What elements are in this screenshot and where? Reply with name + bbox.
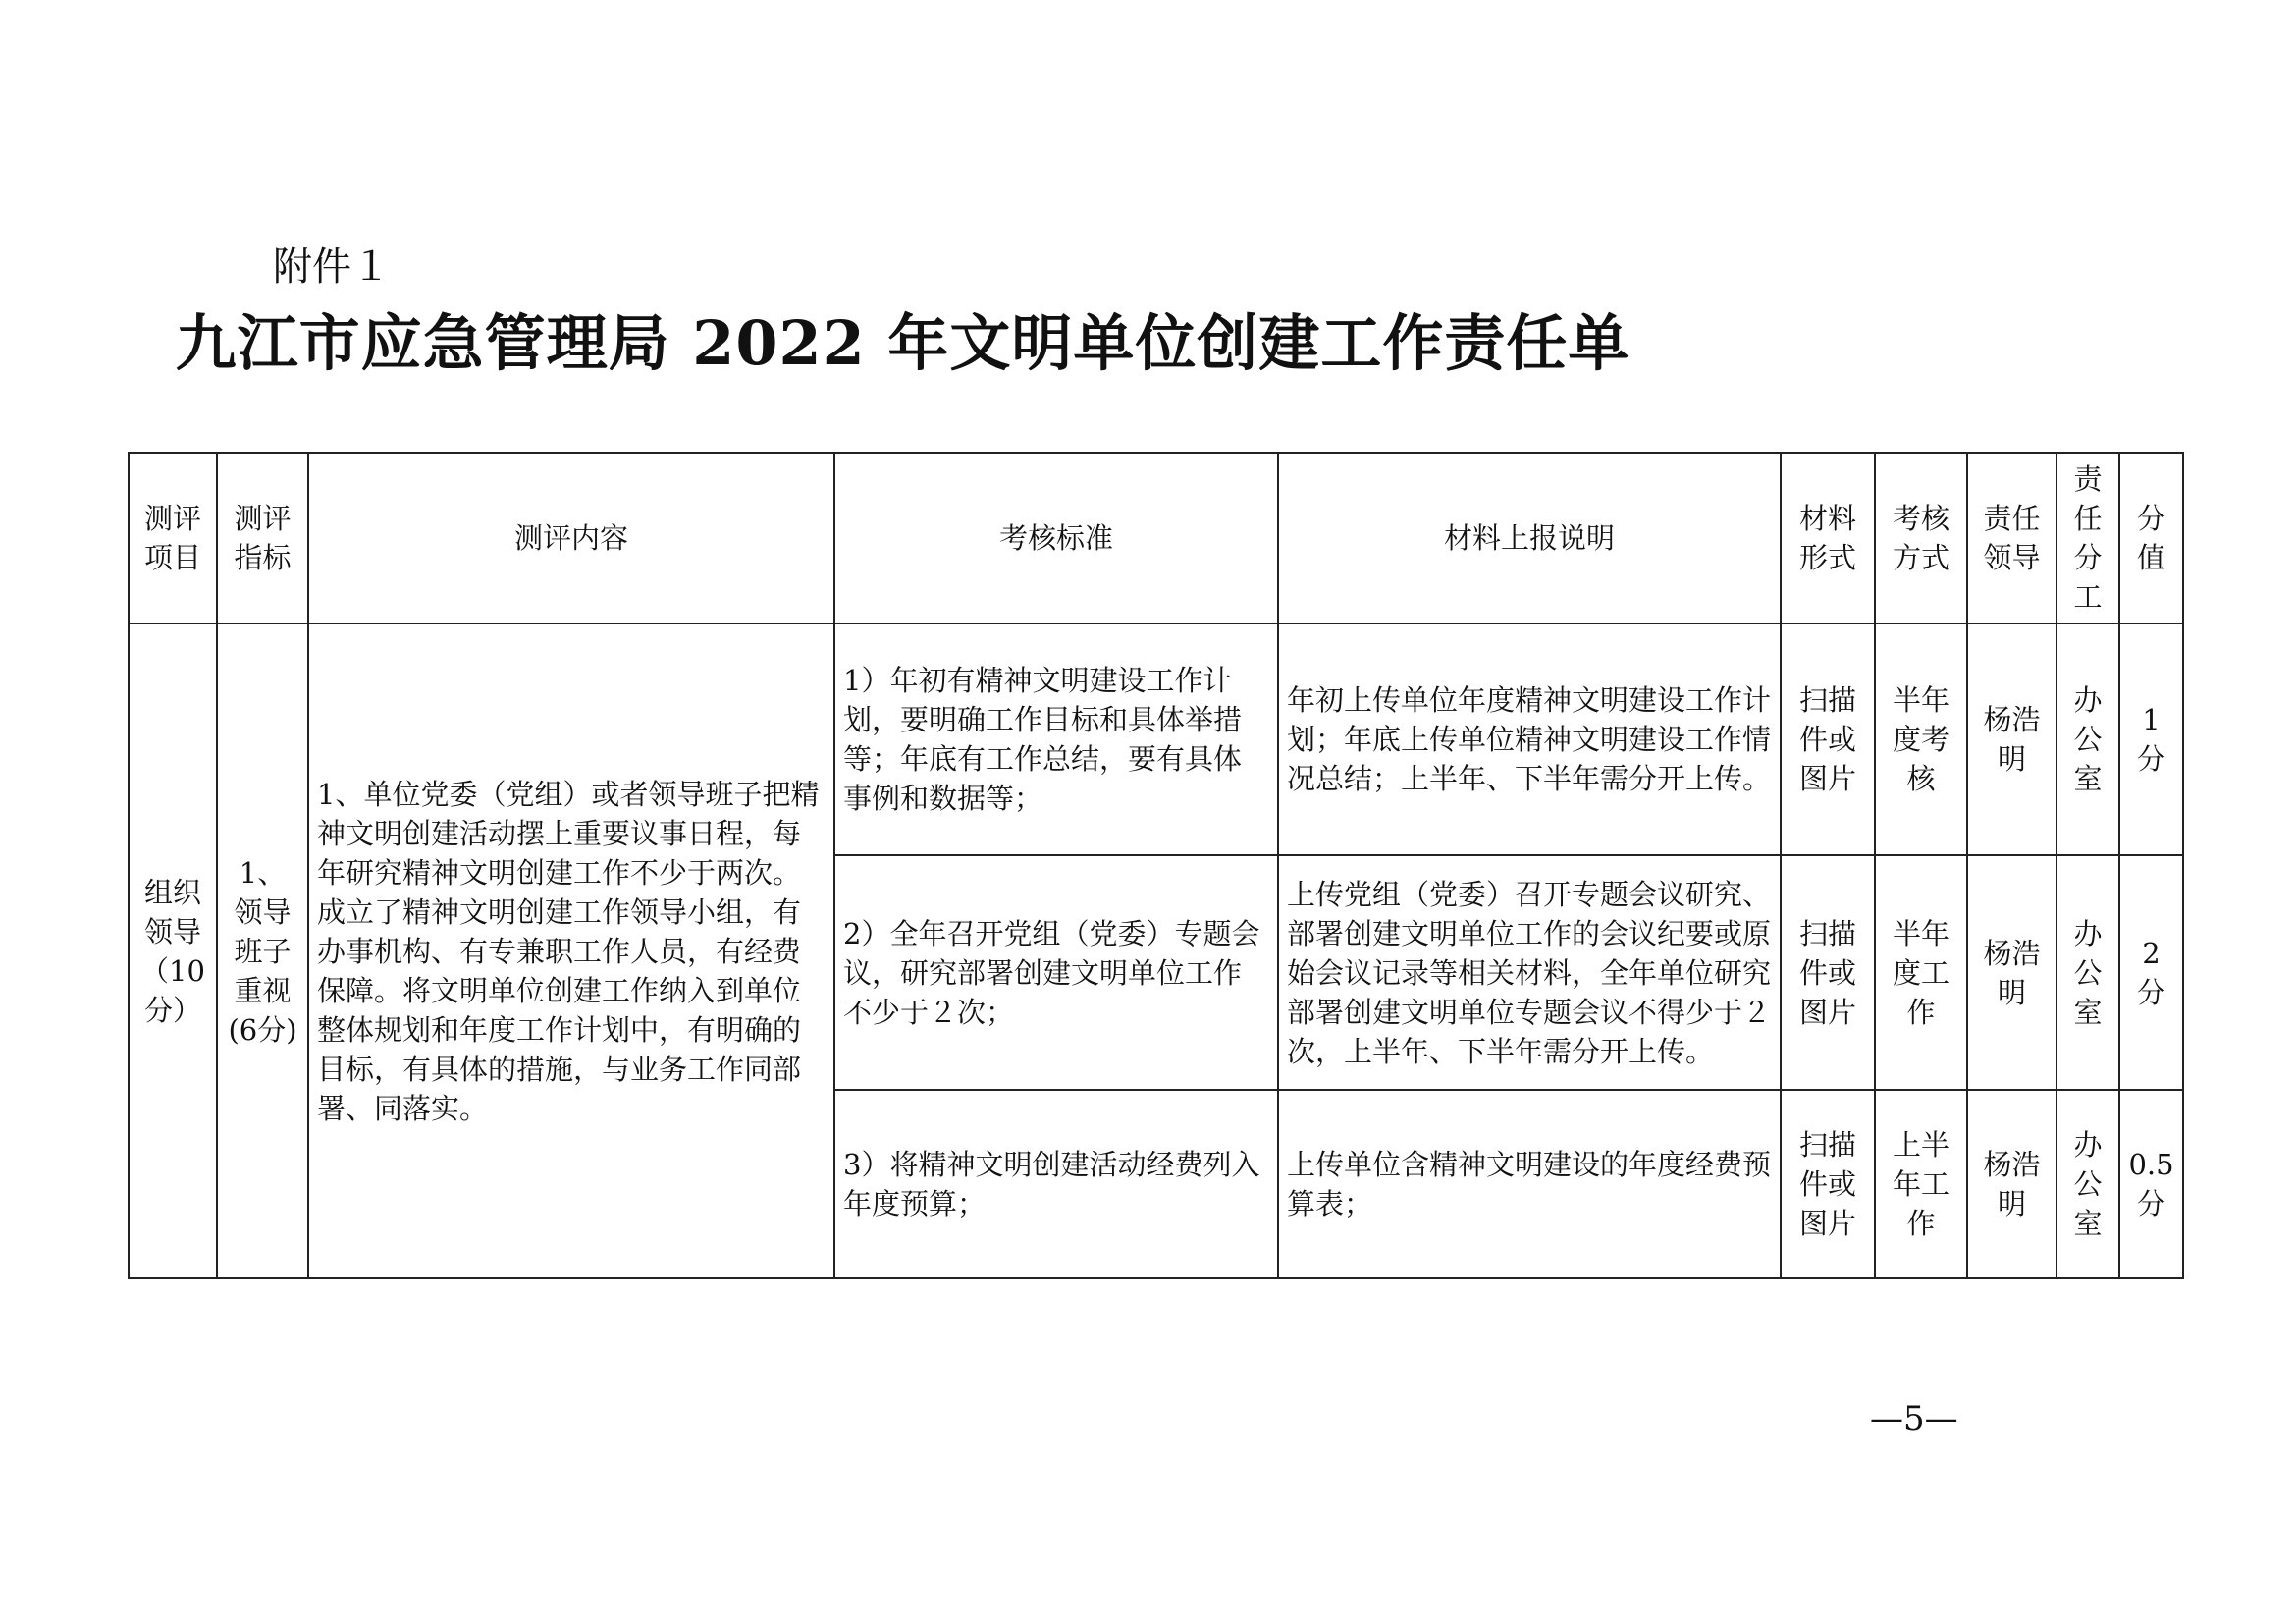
header-cell: 材料形式 [1781,453,1875,623]
standard-cell: 2）全年召开党组（党委）专题会议，研究部署创建文明单位工作不少于２次； [834,855,1278,1090]
leader-cell: 杨浩明 [1967,1090,2056,1278]
attachment-label: 附件１ [273,244,391,290]
score-cell: 1分 [2119,623,2183,855]
material-cell: 扫描件或图片 [1781,855,1875,1090]
header-cell: 责任分工 [2056,453,2119,623]
method-cell: 半年度考核 [1875,623,1967,855]
document-title: 九江市应急管理局 2022 年文明单位创建工作责任单 [175,307,1630,379]
standard-cell: 1）年初有精神文明建设工作计划，要明确工作目标和具体举措等；年底有工作总结，要有具体事例和数据等； [834,623,1278,855]
leader-cell: 杨浩明 [1967,623,2056,855]
header-cell: 分值 [2119,453,2183,623]
division-cell: 办公室 [2056,855,2119,1090]
report-cell: 上传单位含精神文明建设的年度经费预算表； [1278,1090,1781,1278]
score-cell: 2分 [2119,855,2183,1090]
table-row [129,623,2183,855]
material-cell: 扫描件或图片 [1781,1090,1875,1278]
content-cell: 1、单位党委（党组）或者领导班子把精神文明创建活动摆上重要议事日程，每年研究精神文明创建工作不少于两次。成立了精神文明创建工作领导小组，有办事机构、有专兼职工作人员，有经费保障。将文明单位创建工作纳入到单位整体规划和年度工作计划中，有明确的目标，有具体的措施，与业务工作同部署、同落实。 [308,623,834,1278]
header-cell: 考核方式 [1875,453,1967,623]
header-cell: 测评指标 [217,453,308,623]
material-cell: 扫描件或图片 [1781,623,1875,855]
method-cell: 上半年工作 [1875,1090,1967,1278]
header-cell: 测评内容 [308,453,834,623]
indicator-cell: 1、领导班子重视(6分) [217,623,308,1278]
division-cell: 办公室 [2056,623,2119,855]
responsibility-table [128,452,2184,1279]
report-cell: 上传党组（党委）召开专题会议研究、部署创建文明单位工作的会议纪要或原始会议记录等相关材料，全年单位研究部署创建文明单位专题会议不得少于２次，上半年、下半年需分开上传。 [1278,855,1781,1090]
report-cell: 年初上传单位年度精神文明建设工作计划；年底上传单位精神文明建设工作情况总结；上半年、下半年需分开上传。 [1278,623,1781,855]
standard-cell: 3）将精神文明创建活动经费列入年度预算； [834,1090,1278,1278]
division-cell: 办公室 [2056,1090,2119,1278]
header-cell: 责任领导 [1967,453,2056,623]
table-header-row [129,453,2183,623]
header-cell: 材料上报说明 [1278,453,1781,623]
project-cell: 组织领导（10分） [129,623,217,1278]
header-cell: 考核标准 [834,453,1278,623]
leader-cell: 杨浩明 [1967,855,2056,1090]
score-cell: 0.5分 [2119,1090,2183,1278]
header-cell: 测评项目 [129,453,217,623]
page-number: —5— [1870,1399,1958,1438]
method-cell: 半年度工作 [1875,855,1967,1090]
